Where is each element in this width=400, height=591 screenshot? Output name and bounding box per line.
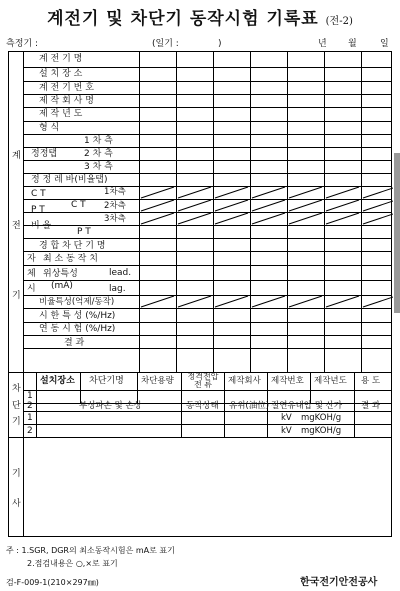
row-label: 3 차 측 [84,162,113,172]
row-label: 3차측 [104,214,126,224]
row-label: 2차측 [104,201,126,211]
column-header: 부싱파손 및 손상 [79,401,142,411]
diagonal-slash [141,187,174,198]
divider [23,411,391,412]
title-main: 계전기 및 차단기 동작시험 기록표 [47,9,319,29]
oil-kv: kV [281,413,292,423]
row-label: C T [31,189,46,199]
row-number: 1 [27,413,33,423]
company-logo: 한국전기안전공사 [300,577,378,588]
record-sheet [8,51,392,537]
row-number: 2 [27,426,33,436]
diagonal-slash [289,296,322,307]
column-header: 차단용량 [141,376,174,386]
form-code: (전-2) [325,16,353,27]
divider [23,390,391,391]
row-label: 자 [27,254,36,264]
oil-kv: kV [281,426,292,436]
row-label: 비 율 [31,221,52,231]
divider [354,372,355,437]
station-label: 측정기 : [6,39,38,49]
diagonal-slash [326,200,359,211]
column-header: 결 과 [361,401,381,411]
year-label: 년 [318,39,327,49]
row-label: 설 치 장 소 [39,69,83,79]
row-label: 2 차 측 [84,149,113,159]
column-header: 설치장소 [40,376,75,386]
divider [9,437,391,438]
row-label: lead. [109,268,132,278]
row-label: 연 동 시 험 (%/Hz) [39,324,116,334]
diagonal-slash [178,213,211,224]
oil-unit: mgKOH/g [301,426,342,436]
divider [310,372,311,403]
divider [137,372,138,403]
diagonal-slash [252,296,285,307]
diagonal-slash [363,200,393,211]
row-number: 2 [27,401,33,411]
footnote: 주 : 1.SGR, DGR의 최소동작시험은 mA로 표기 [6,546,175,555]
diagonal-slash [363,213,393,224]
side-label: 사 [12,499,21,509]
diagonal-slash [363,296,393,307]
divider [23,424,391,425]
oil-unit: mgKOH/g [301,413,342,423]
row-label: P T [77,227,91,237]
row-label: 시 [27,284,36,294]
column-header: 제작번호 [271,376,304,386]
row-number: 1 [27,391,33,401]
row-label: 형 식 [39,123,60,133]
date-label: (일기 : [152,39,179,49]
column-header: 절연유내압 및 산가 [271,401,343,411]
row-label: P T [31,205,45,215]
diagonal-slash [178,187,211,198]
column-header: 유위(油位) [229,401,270,411]
row-label: 결 과 [64,338,85,348]
row-label: 비율특성(억제/동작) [39,297,115,307]
column-header: 차단기명 [89,376,124,386]
diagonal-slash [141,200,174,211]
day-label: 일 [380,39,389,49]
form-code-footer: 검-F-009-1(210×297㎜) [6,578,99,587]
side-label: 기 [12,469,21,479]
diagonal-slash [215,296,248,307]
row-label: 계 전 기 번 호 [39,83,94,93]
row-label: 1차측 [104,187,126,197]
column-header: 정격전압 전 류 [187,372,219,389]
diagonal-slash [215,187,248,198]
row-label: (mA) [51,281,73,291]
column-header: 용 도 [361,376,381,386]
scrollbar[interactable] [394,153,400,313]
diagonal-slash [141,213,174,224]
side-label: 전 [12,221,21,231]
divider [224,372,225,437]
diagonal-slash [252,200,285,211]
row-label: 경 합 차 단 기 명 [39,241,106,251]
row-label: 시 한 특 성 (%/Hz) [39,311,116,321]
footnote: 2.점검내용은 ○,×로 표기 [27,559,118,568]
row-label: 제 작 회 사 명 [39,96,94,106]
row-label: lag. [109,284,126,294]
column-header: 제작회사 [228,376,261,386]
column-header: 동작상태 [186,401,219,411]
row-label: 제 작 년 도 [39,109,83,119]
side-label: 기 [12,417,21,427]
month-label: 월 [348,39,357,49]
diagonal-slash [289,200,322,211]
diagonal-slash [326,187,359,198]
diagonal-slash [289,187,322,198]
row-label: 정 정 레 바(비율탭) [31,175,108,185]
diagonal-slash [178,296,211,307]
diagonal-slash [215,200,248,211]
side-label: 단 [12,401,21,411]
diagonal-slash [363,187,393,198]
divider [181,372,182,437]
diagonal-slash [289,213,322,224]
diagonal-slash [178,200,211,211]
side-label: 차 [12,384,21,394]
divider [80,372,81,403]
side-label: 계 [12,151,21,161]
date-close: ) [218,39,222,49]
row-label: C T [71,200,86,210]
diagonal-slash [141,296,174,307]
diagonal-slash [326,296,359,307]
diagonal-slash [215,213,248,224]
row-label: 최 소 동 작 치 [43,254,98,264]
column-header: 제작년도 [314,376,347,386]
form-title [0,4,400,29]
row-label: 정정탭 [31,149,58,159]
diagonal-slash [326,213,359,224]
diagonal-slash [252,213,285,224]
row-label: 체 [27,269,36,279]
row-label: 1 차 측 [84,136,113,146]
diagonal-slash [252,187,285,198]
row-label: 위상특성 [43,269,78,279]
divider [36,372,37,437]
side-label: 기 [12,291,21,301]
row-label: 계 전 기 명 [39,54,83,64]
